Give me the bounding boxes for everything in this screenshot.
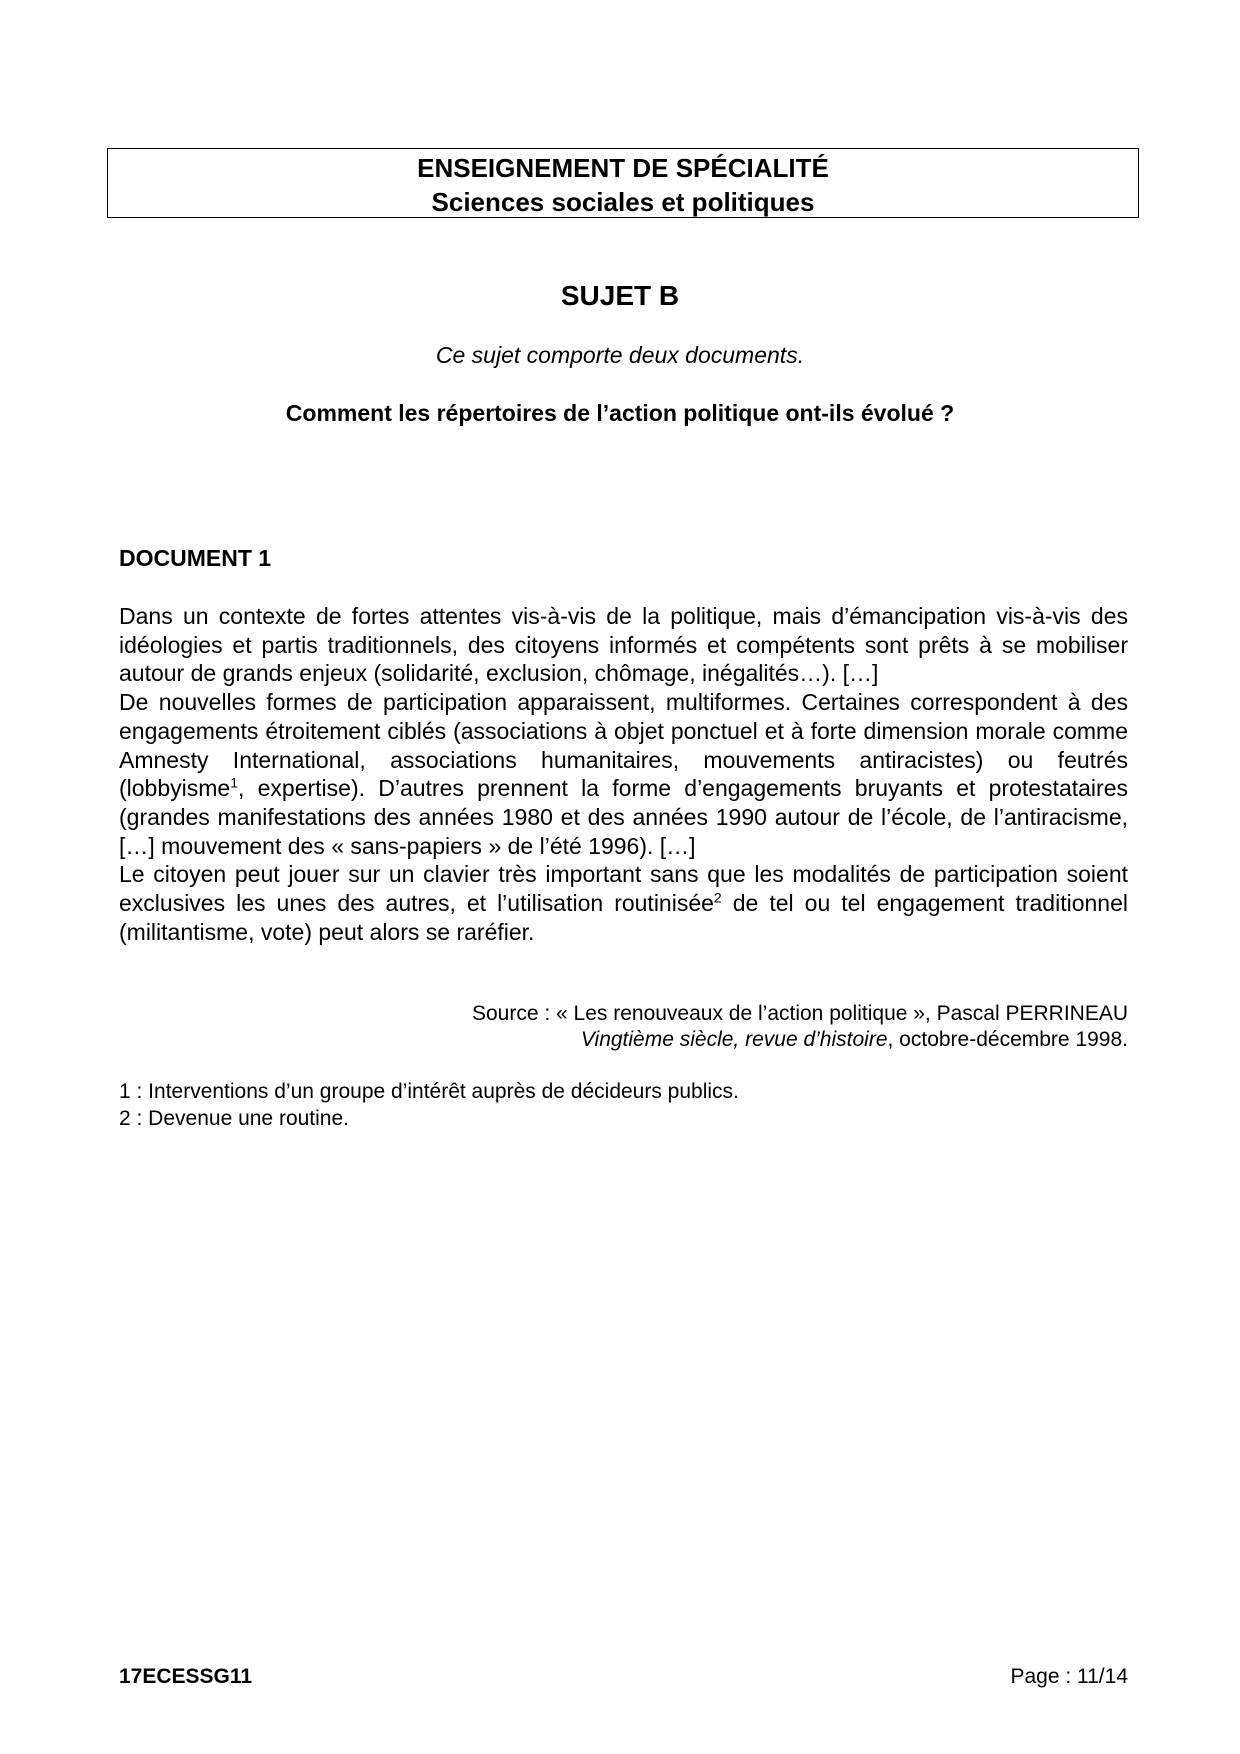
footnote-2: 2 : Devenue une routine. <box>119 1107 349 1130</box>
subject-title: SUJET B <box>560 280 680 311</box>
paragraph-3-text-b: de tel ou tel engagement traditionnel (militantisme, vote) peut alors se raréfier. <box>119 890 1128 945</box>
source-date: , octobre-décembre 1998. <box>887 1028 1128 1051</box>
document-1-source <box>472 1001 1128 1053</box>
document-1-paragraph-3 <box>119 860 1128 946</box>
document-1-heading: DOCUMENT 1 <box>119 545 272 571</box>
subject-question: Comment les répertoires de l’action politique ont-ils évolué ? <box>285 400 955 426</box>
document-1-paragraph-1: Dans un contexte de fortes attentes vis-à-vis de la politique, mais d’émancipation vis-à-vis des idéologies et partis traditionnels, des citoyens informés et compétents sont prêts à se mobiliser autour de grands enjeux (solidarité, exclusion, chômage, inégalités…). […] <box>119 603 1128 687</box>
subject-note: Ce sujet comporte deux documents. <box>435 342 805 368</box>
source-line-2 <box>472 1027 1128 1053</box>
paragraph-2-text-a: De nouvelles formes de participation apparaissent, multiformes. Certaines correspondent à des engagements étroitement ciblés (associations à objet ponctuel et à forte dimension morale comme Amnesty International, associations humanitaires, mouvements antiracistes) ou feutrés (lobbyisme <box>119 689 1128 802</box>
footnotes <box>119 1078 739 1132</box>
footnote-ref-2: 2 <box>713 889 722 906</box>
source-line-1: Source : « Les renouveaux de l’action politique », Pascal PERRINEAU <box>471 1002 1128 1025</box>
header-line-1: ENSEIGNEMENT DE SPÉCIALITÉ <box>417 153 829 183</box>
source-publication: Vingtième siècle, revue d’histoire <box>580 1028 888 1051</box>
paragraph-2-text-b: , expertise). D’autres prennent la forme d’engagements bruyants et protestataires (grandes manifestations des années 1980 et des années 1990 autour de l’école, de l’antiracisme, […] mouvement des « sans-papiers » de l’été 1996). […] <box>119 775 1128 859</box>
footer-page-number: Page : 11/14 <box>1010 1665 1128 1688</box>
footer-exam-code: 17ECESSG11 <box>119 1665 253 1688</box>
footnote-1: 1 : Interventions d’un groupe d’intérêt auprès de décideurs publics. <box>119 1080 739 1103</box>
header-box <box>107 148 1139 218</box>
document-1-paragraph-2 <box>119 688 1128 860</box>
footnote-ref-1: 1 <box>230 774 239 791</box>
paragraph-3-text-a: Le citoyen peut jouer sur un clavier très important sans que les modalités de participation soient exclusives les unes des autres, et l’utilisation routinisée <box>119 861 1128 917</box>
document-1-body <box>119 602 1128 946</box>
header-line-2: Sciences sociales et politiques <box>431 187 815 217</box>
